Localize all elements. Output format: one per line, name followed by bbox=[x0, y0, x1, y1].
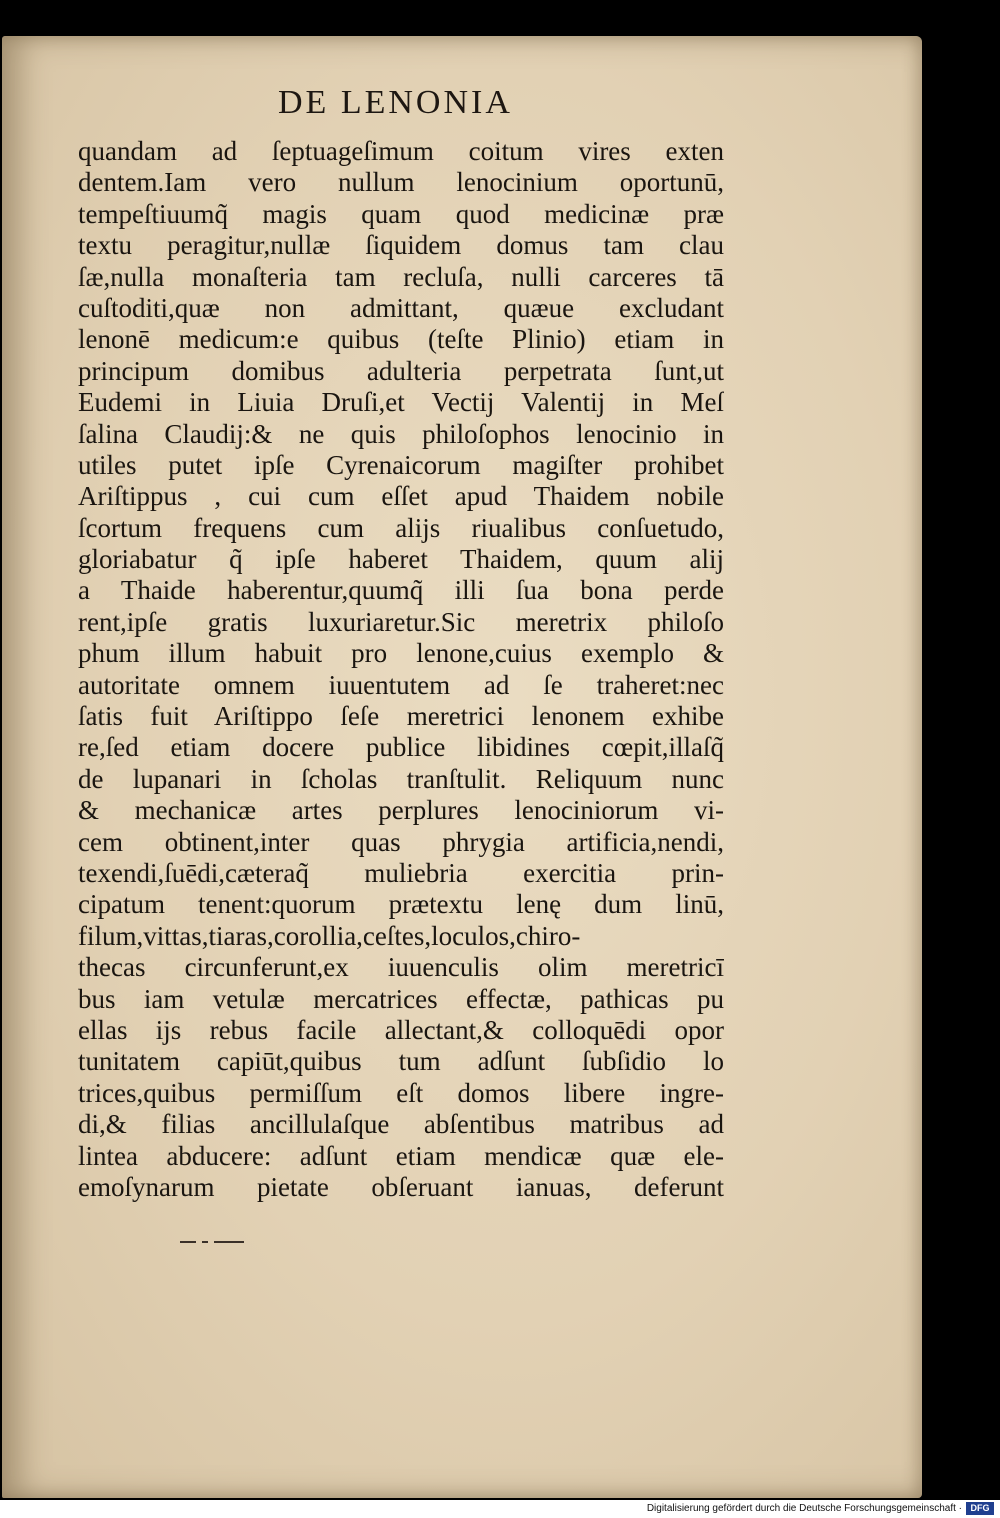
text-line: autoritate omnem iuuentutem ad ſe traheret:nec bbox=[78, 669, 724, 700]
text-line: trices,quibus permiſſum eſt domos libere ingre- bbox=[78, 1077, 724, 1108]
text-line: di,& filias ancillulaſque abſentibus matribus ad bbox=[78, 1109, 724, 1140]
text-line: phum illum habuit pro lenone,cuius exemplo & bbox=[78, 638, 724, 669]
text-line: textu peragitur,nullæ ſiquidem domus tam clau bbox=[78, 230, 724, 261]
text-line: & mechanicæ artes perplures lenociniorum vi- bbox=[78, 795, 724, 826]
text-line: utiles putet ipſe Cyrenaicorum magiſter prohibet bbox=[78, 449, 724, 480]
text-line: Ariſtippus , cui cum eſſet apud Thaidem nobile bbox=[78, 481, 724, 512]
text-line: de lupanari in ſcholas tranſtulit. Reliquum nunc bbox=[78, 763, 724, 794]
text-block bbox=[78, 136, 724, 1203]
text-line: ſæ,nulla monaſteria tam recluſa, nulli carceres tā bbox=[78, 261, 724, 292]
text-line: thecas circunferunt,ex iuuenculis olim meretricī bbox=[78, 952, 724, 983]
text-line: a Thaide haberentur,quumq̃ illi ſua bona perde bbox=[78, 575, 724, 606]
text-line: Eudemi in Liuia Druſi,et Vectij Valentij in Meſ bbox=[78, 387, 724, 418]
footer-credit: Digitalisierung gefördert durch die Deutsche Forschungsgemeinschaft · bbox=[646, 1503, 962, 1514]
text-line: dentem.Iam vero nullum lenocinium oportunū, bbox=[78, 167, 724, 198]
text-line: cuſtoditi,quæ non admittant, quæue excludant bbox=[78, 292, 724, 323]
text-line: bus iam vetulæ mercatrices effectæ, pathicas pu bbox=[78, 983, 724, 1014]
text-line: tempeſtiuumq̃ magis quam quod medicinæ præ bbox=[78, 198, 724, 229]
running-header: DE LENONIA bbox=[278, 84, 513, 121]
footer-bar bbox=[0, 1500, 1000, 1518]
text-line: ſatis fuit Ariſtippo ſeſe meretrici lenonem exhibe bbox=[78, 701, 724, 732]
text-line: gloriabatur q̃ ipſe haberet Thaidem, quum alij bbox=[78, 544, 724, 575]
text-line: cem obtinent,inter quas phrygia artificia,nendi, bbox=[78, 826, 724, 857]
text-line: emoſynarum pietate obſeruant ianuas, deferunt bbox=[78, 1171, 724, 1202]
text-line: quandam ad ſeptuageſimum coitum vires exten bbox=[78, 136, 724, 166]
text-line: texendi,ſuēdi,cæteraq̃ muliebria exercitia prin- bbox=[78, 857, 724, 888]
text-line: principum domibus adulteria perpetrata ſunt,ut bbox=[78, 355, 724, 386]
text-line: tunitatem capiūt,quibus tum adſunt ſubſidio lo bbox=[78, 1046, 724, 1077]
text-line: lintea abducere: adſunt etiam mendicæ quæ ele- bbox=[78, 1140, 724, 1171]
text-line: ſcortum frequens cum alijs riualibus conſuetudo, bbox=[78, 512, 724, 543]
text-line: filum,vittas,tiaras,corollia,ceſtes,loculos,chiro- bbox=[78, 920, 581, 951]
text-line: rent,ipſe gratis luxuriaretur.Sic meretrix philoſo bbox=[78, 606, 724, 637]
text-line: ſalina Claudij:& ne quis philoſophos lenocinio in bbox=[78, 418, 724, 449]
text-line: re,ſed etiam docere publice libidines cœpit,illaſq̃ bbox=[78, 732, 724, 763]
catchword-mark bbox=[180, 1234, 246, 1248]
text-line: cipatum tenent:quorum prætextu lenę dum linū, bbox=[78, 889, 724, 920]
text-line: ellas ijs rebus facile allectant,& colloquēdi opor bbox=[78, 1014, 724, 1045]
dfg-logo: DFG bbox=[966, 1502, 994, 1515]
text-line: lenonē medicum:e quibus (teſte Plinio) etiam in bbox=[78, 324, 724, 355]
